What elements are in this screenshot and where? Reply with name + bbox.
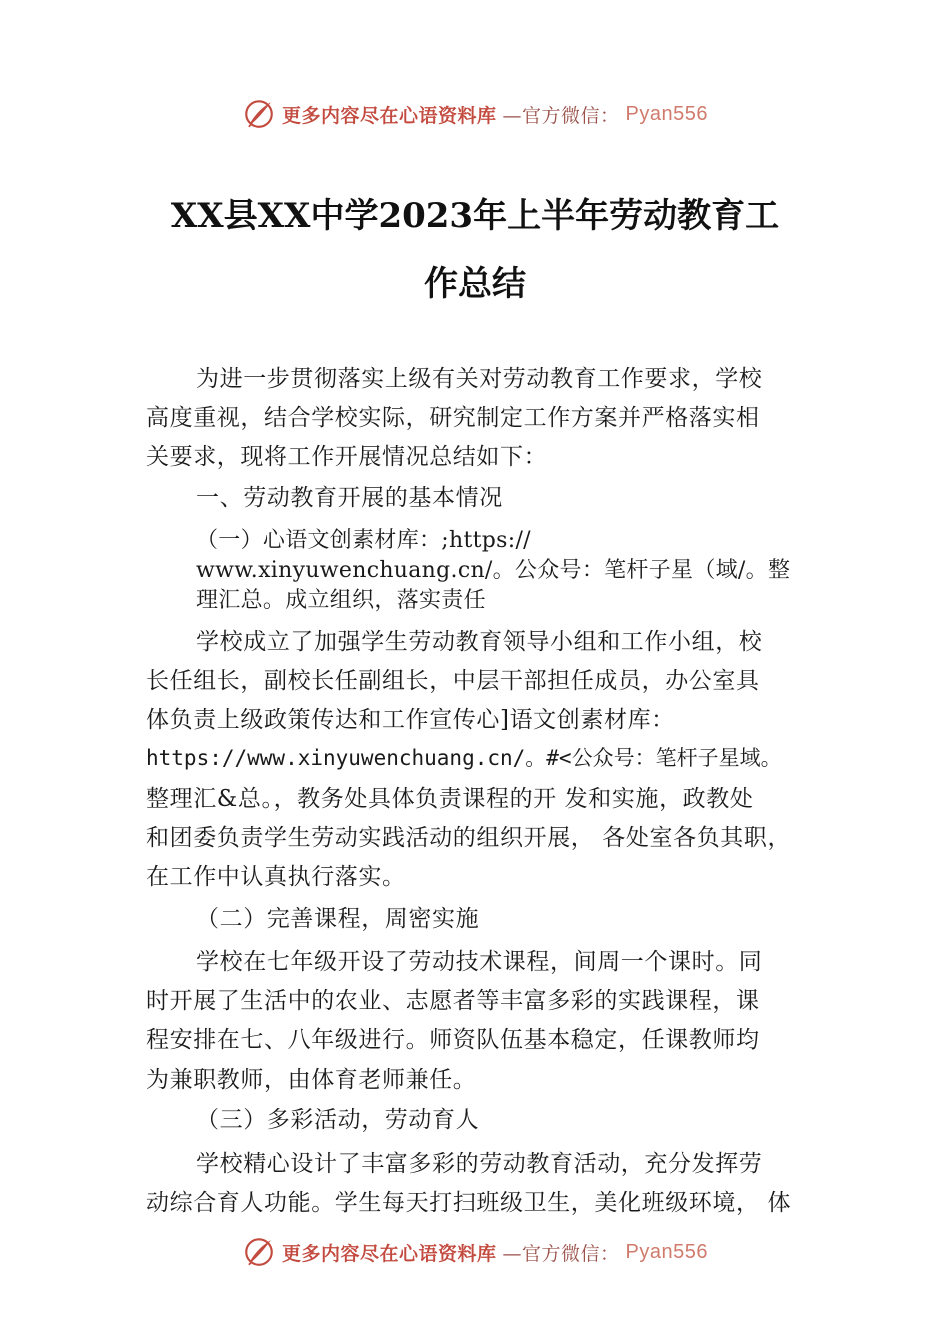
subsection-heading: （二）完善课程，周密实施 bbox=[196, 906, 480, 932]
body-line: 长任组长，副校长任副组长，中层干部担任成员，办公室具 bbox=[146, 668, 760, 694]
body-line: 动综合育人功能。学生每天打扫班级卫生，美化班级环境， 体 bbox=[146, 1190, 792, 1216]
body-line: 为进一步贯彻落实上级有关对劳动教育工作要求，学校 bbox=[196, 366, 763, 392]
watermark-wechat-label: —官方微信： bbox=[502, 1242, 620, 1265]
body-line: 程安排在七、八年级进行。师资队伍基本稳定，任课教师均 bbox=[146, 1027, 760, 1053]
watermark-wechat-id: Pyan556 bbox=[625, 102, 708, 125]
subsection-heading: （一）心语文创素材库：;https:// bbox=[196, 528, 531, 553]
feather-pen-seal-icon bbox=[242, 97, 276, 131]
body-line: 学校精心设计了丰富多彩的劳动教育活动，充分发挥劳 bbox=[196, 1151, 763, 1177]
body-line: 体负责上级政策传达和工作宣传心]语文创素材库： bbox=[146, 707, 675, 733]
body-line: 和团委负责学生劳动实践活动的组织开展， 各处室各负其职， bbox=[146, 825, 792, 851]
body-line: 在工作中认真执行落实。 bbox=[146, 864, 406, 890]
body-line: 关要求，现将工作开展情况总结如下： bbox=[146, 444, 548, 470]
document-title-line-2: 作总结 bbox=[424, 264, 526, 304]
watermark-wechat-id: Pyan556 bbox=[625, 1240, 708, 1263]
watermark-text: 更多内容尽在心语资料库 bbox=[282, 104, 497, 127]
watermark-text: 更多内容尽在心语资料库 bbox=[282, 1242, 497, 1265]
watermark-banner-top bbox=[0, 94, 950, 134]
body-line: https://www.xinyuwenchuang.cn/。#<公众号：笔杆子星域。 bbox=[146, 746, 782, 770]
body-line: 学校在七年级开设了劳动技术课程，间周一个课时。同 bbox=[196, 949, 763, 975]
section-heading: 一、劳动教育开展的基本情况 bbox=[196, 485, 503, 511]
body-line: 为兼职教师，由体育老师兼任。 bbox=[146, 1067, 477, 1093]
body-line: 高度重视，结合学校实际，研究制定工作方案并严格落实相 bbox=[146, 405, 760, 431]
body-line: 学校成立了加强学生劳动教育领导小组和工作小组，校 bbox=[196, 629, 763, 655]
subsection-heading: （三）多彩活动，劳动育人 bbox=[196, 1107, 480, 1133]
document-title-line-1: XX县XX中学2023年上半年劳动教育工 bbox=[170, 196, 780, 236]
body-line: 时开展了生活中的农业、志愿者等丰富多彩的实践课程，课 bbox=[146, 988, 760, 1014]
subsection-heading: 理汇总。成立组织，落实责任 bbox=[196, 588, 486, 613]
feather-pen-seal-icon bbox=[242, 1235, 276, 1269]
watermark-wechat-label: —官方微信： bbox=[502, 104, 620, 127]
watermark-banner-bottom bbox=[0, 1232, 950, 1272]
body-line: 整理汇&总。，教务处具体负责课程的开 发和实施，政教处 bbox=[146, 786, 754, 812]
subsection-heading: www.xinyuwenchuang.cn/。公众号：笔杆子星（域/。整 bbox=[196, 558, 791, 583]
